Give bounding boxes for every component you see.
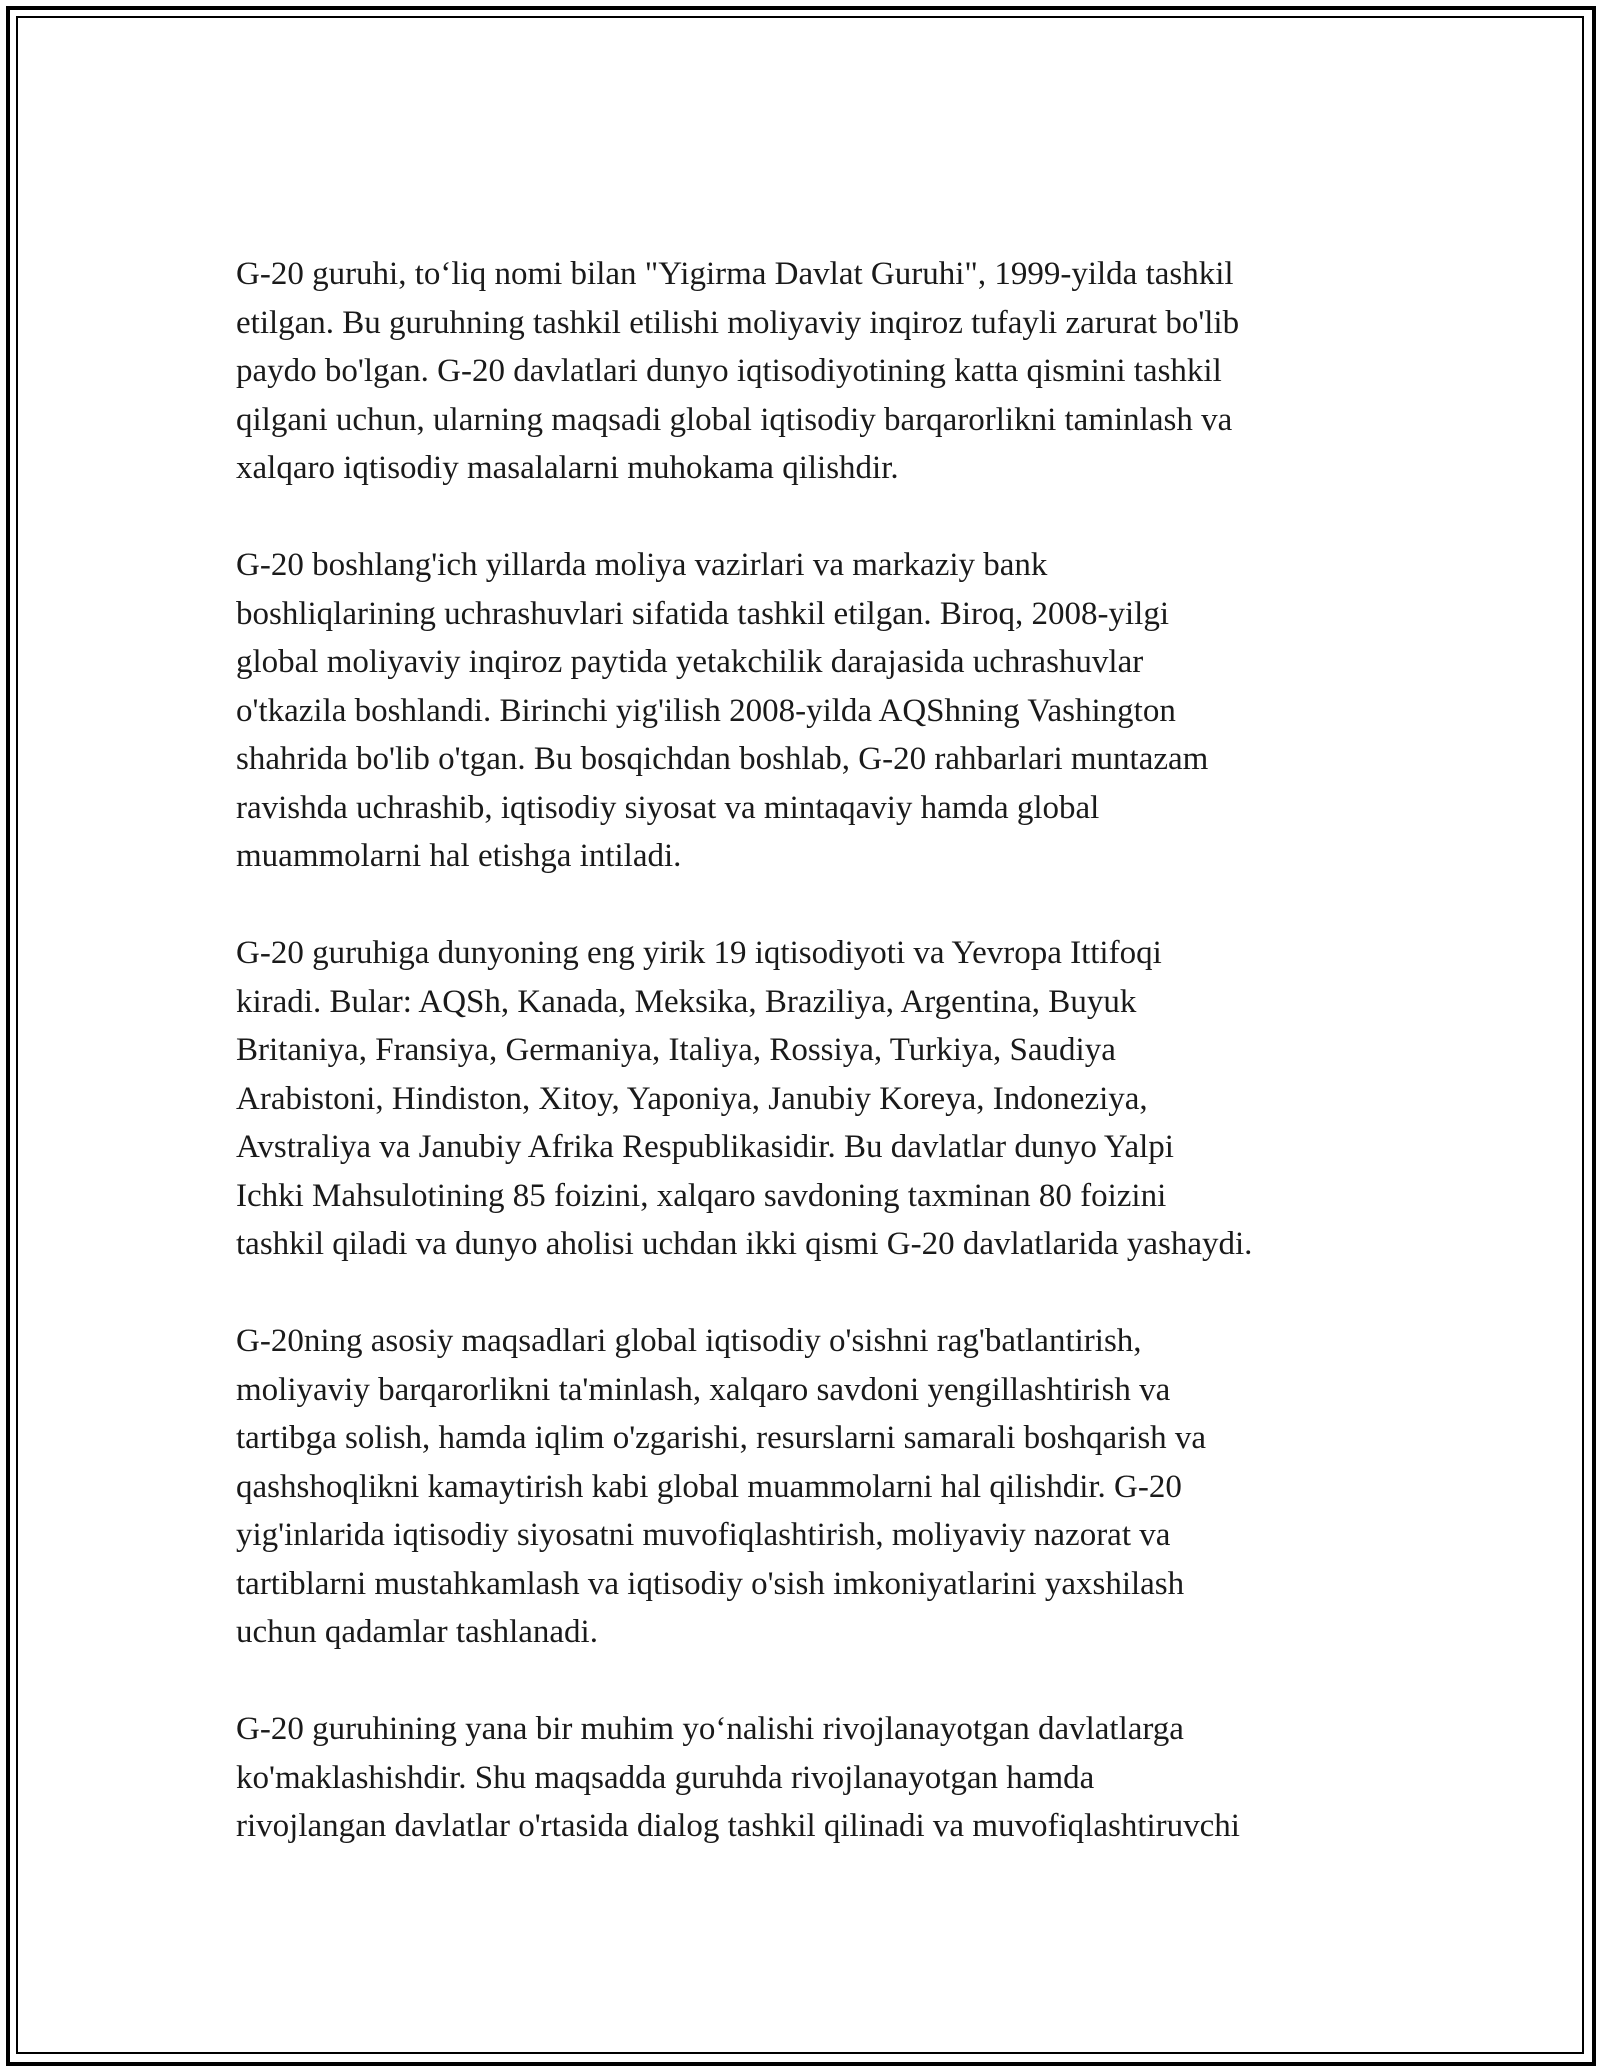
paragraph-line: xalqaro iqtisodiy masalalarni muhokama qilishdir. — [236, 450, 899, 486]
paragraph-1 — [236, 250, 1396, 493]
paragraph-line: tashkil qiladi va dunyo aholisi uchdan ikki qismi G-20 davlatlarida yashaydi. — [236, 1226, 1253, 1262]
paragraph-line: uchun qadamlar tashlanadi. — [236, 1614, 598, 1650]
paragraph-line: Arabistoni, Hindiston, Xitoy, Yaponiya, Janubiy Koreya, Indoneziya, — [236, 1080, 1148, 1117]
paragraph-4 — [236, 1317, 1396, 1657]
paragraph-line: Ichki Mahsulotining 85 foizini, xalqaro savdoning taxminan 80 foizini — [236, 1177, 1167, 1214]
paragraph-line: yig'inlarida iqtisodiy siyosatni muvofiqlashtirish, moliyaviy nazorat va — [236, 1517, 1171, 1553]
paragraph-2 — [236, 541, 1396, 881]
paragraph-line: paydo bo'lgan. G-20 davlatlari dunyo iqtisodiyotining katta qismini tashkil — [236, 353, 1222, 389]
paragraph-line: etilgan. Bu guruhning tashkil etilishi moliyaviy inqiroz tufayli zarurat bo'lib — [236, 304, 1240, 341]
paragraph-line: G-20 guruhi, to‘liq nomi bilan "Yigirma Davlat Guruhi", 1999-yilda tashkil — [236, 256, 1234, 292]
paragraph-line: qilgani uchun, ularning maqsadi global iqtisodiy barqarorlikni taminlash va — [236, 401, 1233, 438]
paragraph-line: ravishda uchrashib, iqtisodiy siyosat va mintaqaviy hamda global — [236, 789, 1100, 826]
paragraph-line: tartibga solish, hamda iqlim o'zgarishi, resurslarni samarali boshqarish va — [236, 1420, 1207, 1456]
paragraph-5 — [236, 1705, 1396, 1851]
paragraph-line: muammolarni hal etishga intiladi. — [236, 838, 682, 874]
paragraph-line: kiradi. Bular: AQSh, Kanada, Meksika, Braziliya, Argentina, Buyuk — [236, 983, 1137, 1020]
paragraph-line: o'tkazila boshlandi. Birinchi yig'ilish 2008-yilda AQShning Vashington — [236, 692, 1176, 729]
paragraph-line: G-20 boshlang'ich yillarda moliya vazirlari va markaziy bank — [236, 547, 1048, 583]
paragraph-line: G-20ning asosiy maqsadlari global iqtisodiy o'sishni rag'batlantirish, — [236, 1323, 1142, 1359]
paragraph-line: ko'maklashishdir. Shu maqsadda guruhda rivojlanayotgan hamda — [236, 1759, 1095, 1796]
paragraph-line: Britaniya, Fransiya, Germaniya, Italiya, Rossiya, Turkiya, Saudiya — [236, 1032, 1116, 1068]
paragraph-line: boshliqlarining uchrashuvlari sifatida tashkil etilgan. Biroq, 2008-yilgi — [236, 595, 1170, 632]
paragraph-line: G-20 guruhining yana bir muhim yo‘nalishi rivojlanayotgan davlatlarga — [236, 1711, 1184, 1747]
paragraph-line: tartiblarni mustahkamlash va iqtisodiy o'sish imkoniyatlarini yaxshilash — [236, 1565, 1185, 1602]
document-body — [236, 250, 1396, 1899]
paragraph-line: qashshoqlikni kamaytirish kabi global muammolarni hal qilishdir. G-20 — [236, 1468, 1182, 1505]
paragraph-line: moliyaviy barqarorlikni ta'minlash, xalqaro savdoni yengillashtirish va — [236, 1371, 1171, 1408]
paragraph-line: Avstraliya va Janubiy Afrika Respublikasidir. Bu davlatlar dunyo Yalpi — [236, 1129, 1174, 1165]
paragraph-line: G-20 guruhiga dunyoning eng yirik 19 iqtisodiyoti va Yevropa Ittifoqi — [236, 935, 1162, 971]
paragraph-line: rivojlangan davlatlar o'rtasida dialog tashkil qilinadi va muvofiqlashtiruvchi — [236, 1808, 1240, 1844]
paragraph-3 — [236, 929, 1396, 1269]
paragraph-line: shahrida bo'lib o'tgan. Bu bosqichdan boshlab, G-20 rahbarlari muntazam — [236, 741, 1209, 777]
paragraph-line: global moliyaviy inqiroz paytida yetakchilik darajasida uchrashuvlar — [236, 644, 1144, 680]
